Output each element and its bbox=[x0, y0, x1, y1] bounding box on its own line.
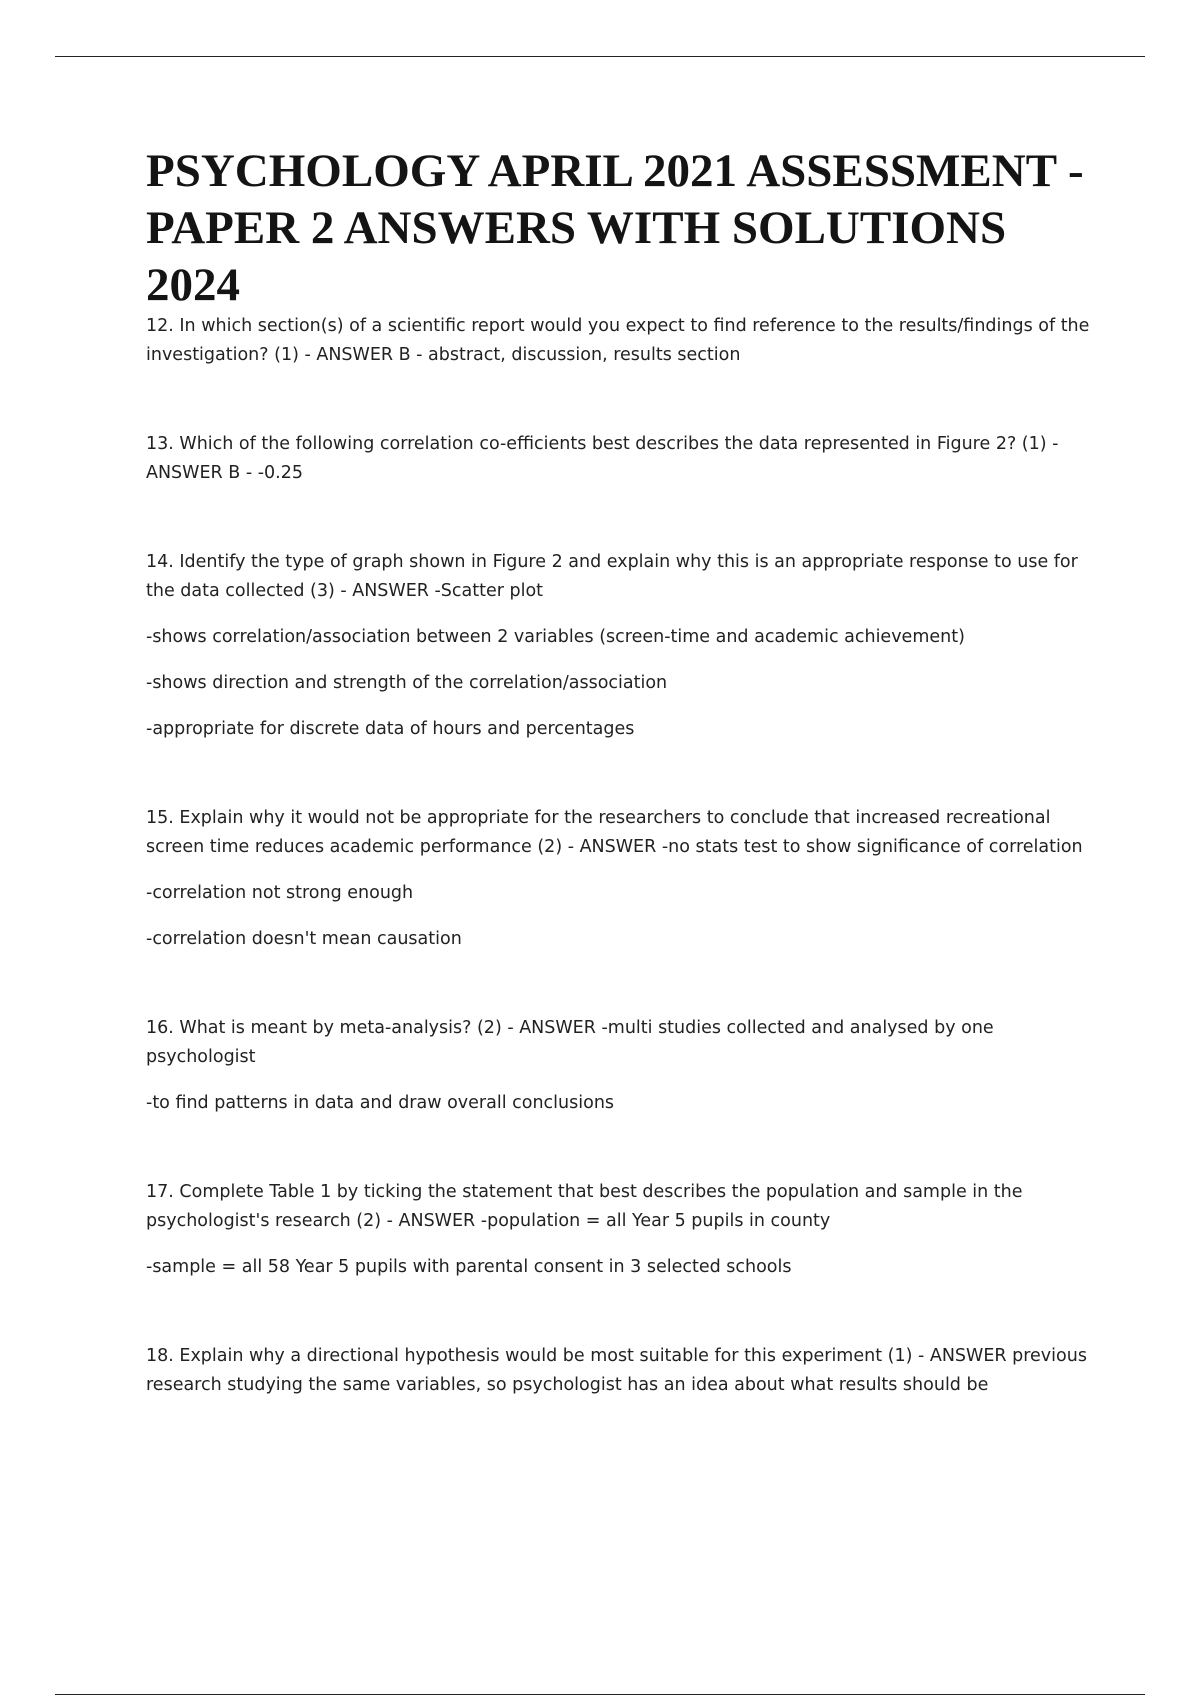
answer-point: -sample = all 58 Year 5 pupils with parental consent in 3 selected schools bbox=[146, 1257, 792, 1277]
bottom-rule bbox=[55, 1694, 1145, 1695]
answer-point: -appropriate for discrete data of hours and percentages bbox=[146, 719, 635, 739]
question-text: 16. What is meant by meta-analysis? (2) - ANSWER -multi studies collected and analysed by one psychologist bbox=[146, 1018, 994, 1067]
document-title: PSYCHOLOGY APRIL 2021 ASSESSMENT - PAPER 2 ANSWERS WITH SOLUTIONS 2024 bbox=[146, 145, 1084, 311]
qa-list bbox=[146, 312, 1096, 1400]
answer-point: -to find patterns in data and draw overall conclusions bbox=[146, 1093, 615, 1113]
qa-item bbox=[146, 804, 1096, 954]
qa-item bbox=[146, 312, 1096, 370]
top-rule bbox=[55, 56, 1145, 57]
answer-point: -correlation doesn't mean causation bbox=[146, 929, 462, 949]
question-text: 13. Which of the following correlation co-efficients best describes the data represented in Figure 2? (1) - ANSWER B - -0.25 bbox=[146, 434, 1059, 483]
qa-item bbox=[146, 1178, 1096, 1282]
question-text: 17. Complete Table 1 by ticking the statement that best describes the population and sample in the psychologist's research (2) - ANSWER -population = all Year 5 pupils in county bbox=[146, 1182, 1023, 1231]
question-text: 18. Explain why a directional hypothesis would be most suitable for this experiment (1) - ANSWER previous research studying the same variables, so psychologist has an idea about what results should be bbox=[146, 1346, 1087, 1395]
question-text: 14. Identify the type of graph shown in Figure 2 and explain why this is an appropriate response to use for the data collected (3) - ANSWER -Scatter plot bbox=[146, 552, 1078, 601]
qa-item bbox=[146, 430, 1096, 488]
answer-point: -shows correlation/association between 2 variables (screen-time and academic achievement) bbox=[146, 627, 965, 647]
question-text: 12. In which section(s) of a scientific report would you expect to find reference to the results/findings of the investigation? (1) - ANSWER B - abstract, discussion, results section bbox=[146, 316, 1090, 365]
qa-item bbox=[146, 1014, 1096, 1118]
question-text: 15. Explain why it would not be appropriate for the researchers to conclude that increased recreational screen time reduces academic performance (2) - ANSWER -no stats test to show significance of correlation bbox=[146, 808, 1083, 857]
answer-point: -correlation not strong enough bbox=[146, 883, 414, 903]
qa-item bbox=[146, 1342, 1096, 1400]
qa-item bbox=[146, 548, 1096, 744]
answer-point: -shows direction and strength of the correlation/association bbox=[146, 673, 668, 693]
